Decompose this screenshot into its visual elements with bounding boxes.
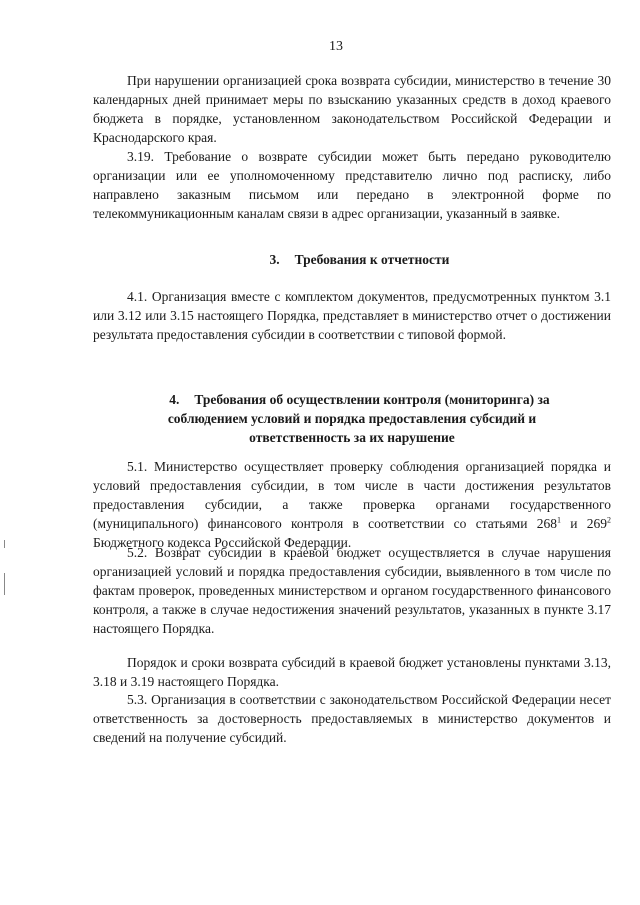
paragraph-5-2: [93, 543, 611, 638]
paragraph-text: 3.19. Требование о возврате субсидии может быть передано руководителю организации или ее уполномоченному представителю лично под расписку, либо направлено заказным письмом или передано в электронной форме по телекоммуникационным каналам связи в адрес организации, указанный в заявке.: [93, 149, 611, 221]
paragraph-4-1: [93, 287, 611, 344]
paragraph-5-3: [93, 690, 611, 747]
paragraph-text: 4.1. Организация вместе с комплектом документов, предусмотренных пунктом 3.1 или 3.12 или 3.15 настоящего Порядка, представляет в министерство отчет о достижении результата предоставления субсидии в соответствии с типовой формой.: [93, 289, 611, 342]
paragraph-3-19: [93, 147, 611, 223]
paragraph-text: 5.1. Министерство осуществляет проверку соблюдения организацией порядка и условий предоставления субсидии, в том числе в части достижения результатов предоставления субсидии, а также проверка органами государственного (муниципального) финансового контроля в соответствии со статьями $268^1$ и $269^2$ Бюджетного кодекса Российской Федерации.: [93, 459, 611, 550]
section-title: Требования к отчетности: [294, 252, 450, 267]
section-title-line: соблюдением условий и порядка предоставления субсидий и: [167, 411, 537, 426]
paragraph-text: При нарушении организацией срока возврата субсидии, министерство в течение 30 календарных дней принимает меры по взысканию указанных средств в доход краевого бюджета в порядке, установленном законодательством Российской Федерации и Краснодарского края.: [93, 73, 611, 145]
paragraph-text: 5.3. Организация в соответствии с законодательством Российской Федерации несет ответственность за достоверность предоставляемых в министерство документов и сведений на получение субсидий.: [93, 692, 611, 745]
page-number: 13: [329, 39, 343, 54]
section-number: 3.: [269, 252, 280, 267]
paragraph-refund-order: [93, 653, 611, 691]
paragraph-text: Порядок и сроки возврата субсидий в краевой бюджет установлены пунктами 3.13, 3.18 и 3.19 настоящего Порядка.: [93, 655, 611, 689]
margin-mark: [4, 540, 5, 548]
section-number: 4.: [169, 392, 180, 407]
section-4-heading: [93, 390, 611, 447]
paragraph-text: 5.2. Возврат субсидии в краевой бюджет осуществляется в случае нарушения организацией условий и порядка предоставления субсидии, выявленного в том числе по фактам проверок, проведенных министерством и органом государственного финансового контроля, а также в случае недостижения значений результатов, указанных в пункте 3.17 настоящего Порядка.: [93, 545, 611, 636]
margin-mark: [4, 573, 5, 595]
paragraph-5-1: [93, 457, 611, 552]
section-title-line: 4. Требования об осуществлении контроля (мониторинга) за: [93, 390, 611, 409]
paragraph-refund-deadline: [93, 71, 611, 147]
section-title-line: ответственность за их нарушение: [249, 430, 455, 445]
section-3-heading: [93, 250, 611, 269]
